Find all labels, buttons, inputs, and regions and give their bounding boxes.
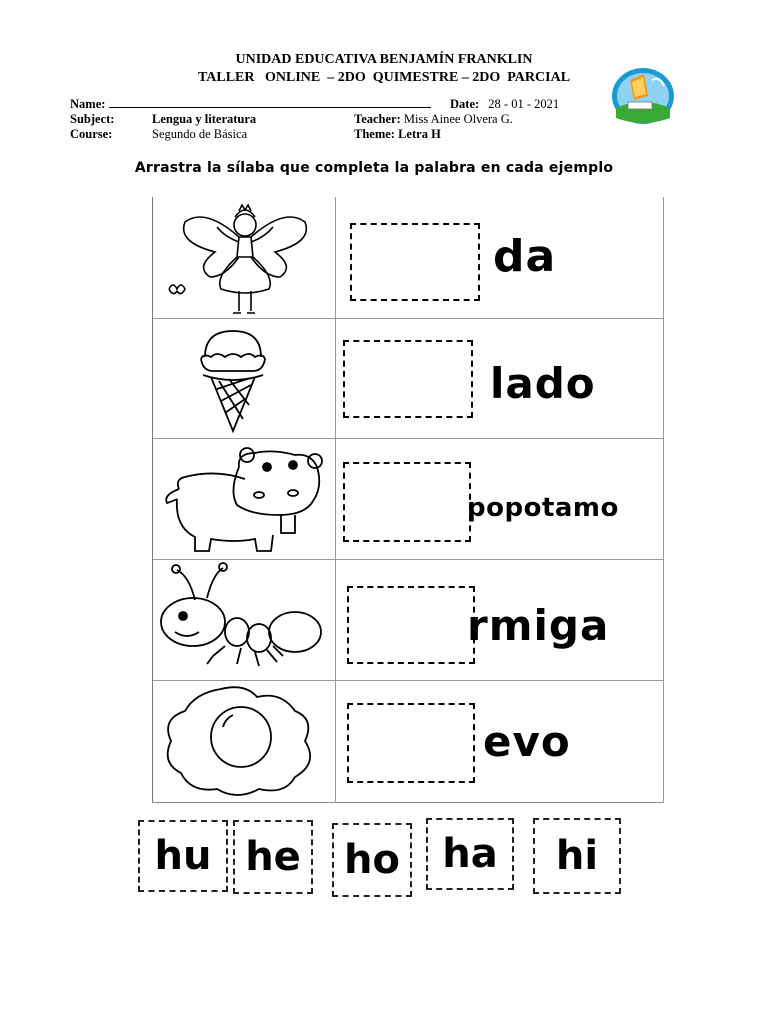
column-divider bbox=[335, 319, 336, 439]
theme-value: Letra H bbox=[398, 127, 441, 141]
teacher-label: Teacher: bbox=[354, 112, 401, 126]
hippo-icon bbox=[155, 439, 333, 560]
column-divider bbox=[335, 560, 336, 681]
theme-label: Theme: bbox=[354, 127, 395, 141]
answer-slot[interactable] bbox=[347, 703, 475, 783]
instruction-text: Arrastra la sílaba que completa la palabra en cada ejemplo bbox=[134, 160, 614, 176]
syllable-card-he[interactable]: he bbox=[233, 820, 313, 894]
fairy-icon bbox=[155, 197, 333, 318]
word-suffix: rmiga bbox=[467, 601, 610, 650]
answer-slot[interactable] bbox=[347, 586, 475, 664]
answer-slot[interactable] bbox=[343, 340, 473, 418]
table-row bbox=[153, 197, 663, 318]
date-group bbox=[450, 97, 559, 112]
column-divider bbox=[335, 439, 336, 560]
name-label: Name: bbox=[70, 97, 106, 111]
course-label: Course: bbox=[70, 127, 113, 141]
subject-value-text: Lengua y literatura bbox=[152, 112, 257, 126]
date-value: 28 - 01 - 2021 bbox=[488, 97, 560, 111]
teacher-value: Miss Ainee Olvera G. bbox=[403, 112, 513, 126]
teacher-group bbox=[354, 112, 513, 127]
name-line bbox=[109, 97, 431, 108]
theme-group bbox=[354, 127, 441, 142]
workshop-title: TALLER ONLINE – 2DO QUIMESTRE – 2DO PARCIAL bbox=[197, 70, 571, 85]
column-divider bbox=[335, 681, 336, 803]
table-row bbox=[153, 438, 663, 560]
syllable-card-hu[interactable]: hu bbox=[138, 820, 228, 892]
word-suffix: da bbox=[493, 231, 557, 282]
school-name: UNIDAD EDUCATIVA BENJAMÍN FRANKLIN bbox=[235, 52, 533, 67]
word-suffix: evo bbox=[483, 717, 571, 766]
subject-value bbox=[152, 112, 256, 127]
answer-slot[interactable] bbox=[350, 223, 480, 301]
table-row bbox=[153, 680, 663, 803]
column-divider bbox=[335, 197, 336, 318]
ant-icon bbox=[155, 560, 333, 681]
ice-cream-icon bbox=[155, 319, 333, 439]
answer-slot[interactable] bbox=[343, 462, 471, 542]
name-field[interactable] bbox=[70, 97, 435, 112]
table-row bbox=[153, 318, 663, 439]
subject-label-wrap bbox=[70, 112, 114, 127]
word-suffix: lado bbox=[490, 359, 596, 408]
word-suffix: popotamo bbox=[467, 493, 619, 523]
syllable-card-ho[interactable]: ho bbox=[332, 823, 412, 897]
worksheet-table bbox=[152, 197, 664, 803]
syllable-card-hi[interactable]: hi bbox=[533, 818, 621, 894]
school-logo-icon bbox=[608, 66, 678, 128]
egg-icon bbox=[155, 681, 333, 803]
course-label-wrap bbox=[70, 127, 112, 142]
course-value: Segundo de Básica bbox=[152, 127, 248, 141]
subject-label: Subject: bbox=[70, 112, 115, 126]
date-label: Date: bbox=[450, 97, 480, 111]
syllable-card-ha[interactable]: ha bbox=[426, 818, 514, 890]
table-row bbox=[153, 559, 663, 681]
